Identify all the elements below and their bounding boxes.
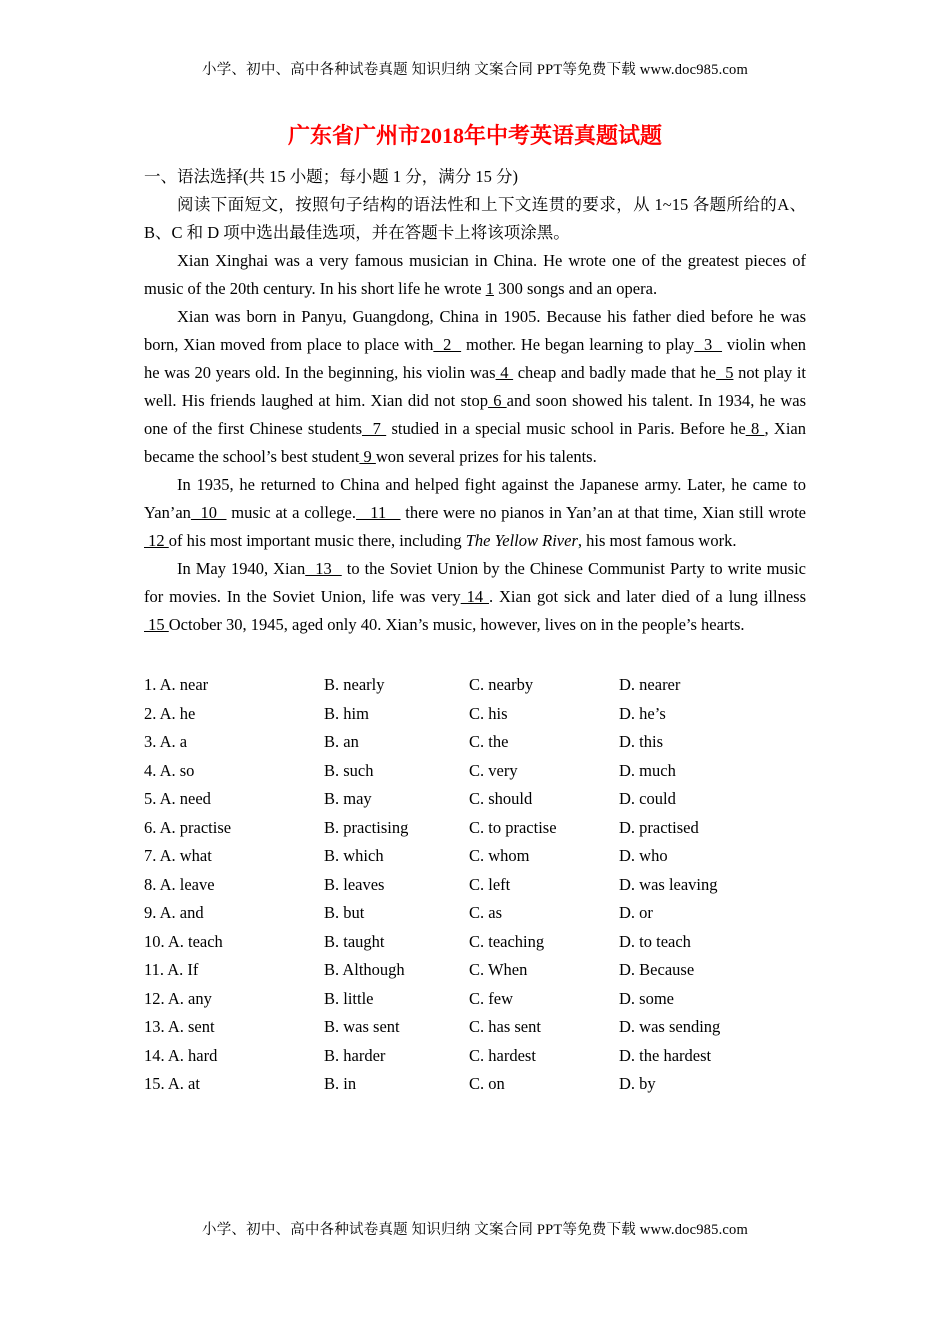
- option-c-cell: C. very: [469, 760, 518, 780]
- option-b-cell: B. may: [324, 789, 372, 808]
- option-b-cell: B. but: [324, 903, 365, 922]
- passage-text: and soon showed his talent. In 1934, he was one of the first Chinese students: [144, 391, 806, 438]
- option-d-cell: D. nearer: [619, 675, 681, 694]
- option-d-cell: D. or: [619, 903, 653, 922]
- option-b-cell: B. Although: [324, 960, 405, 979]
- italic-title-text: The Yellow River: [465, 531, 578, 550]
- option-b-cell: B. an: [324, 732, 359, 751]
- option-b-cell: B. practising: [324, 817, 409, 837]
- numbered-blank: 11: [356, 503, 401, 522]
- option-d-cell: D. was leaving: [619, 874, 718, 894]
- passage-text: Xian Xinghai was a very famous musician in China. He wrote one of the greatest pieces of music of the 20th century. In his short life he wrote: [144, 251, 806, 298]
- option-d-cell: D. to teach: [619, 931, 691, 951]
- numbered-blank: 6: [487, 391, 507, 410]
- question-row: [144, 728, 806, 757]
- question-row: [144, 871, 806, 900]
- question-row: [144, 842, 806, 871]
- option-a-cell: 4. A. so: [144, 760, 195, 780]
- option-a-cell: 5. A. need: [144, 789, 211, 808]
- question-row: [144, 1013, 806, 1042]
- question-row: [144, 928, 806, 957]
- numbered-blank: 9: [359, 447, 376, 466]
- option-b-cell: B. taught: [324, 931, 385, 951]
- option-b-cell: B. little: [324, 988, 374, 1008]
- option-c-cell: C. on: [469, 1074, 505, 1093]
- passage-paragraph: [144, 303, 806, 471]
- option-c-cell: C. the: [469, 732, 509, 751]
- option-c-cell: C. nearby: [469, 675, 534, 694]
- option-d-cell: D. could: [619, 789, 676, 808]
- question-row: [144, 700, 806, 729]
- option-a-cell: 9. A. and: [144, 903, 204, 922]
- option-d-cell: D. by: [619, 1074, 656, 1093]
- option-a-cell: 3. A. a: [144, 732, 188, 751]
- passage-text: In May 1940, Xian: [177, 559, 306, 578]
- passage-text: won several prizes for his talents.: [375, 447, 597, 466]
- passage-paragraph: [144, 555, 806, 639]
- document-content: [144, 163, 806, 1099]
- section-heading: 一、语法选择(共 15 小题；每小题 1 分，满分 15 分): [144, 167, 518, 186]
- option-c-cell: C. his: [469, 703, 508, 723]
- option-a-cell: 13. A. sent: [144, 1017, 215, 1036]
- question-row: [144, 671, 806, 700]
- option-c-cell: C. When: [469, 960, 528, 979]
- option-a-cell: 1. A. near: [144, 675, 209, 694]
- numbered-blank: 8: [745, 419, 765, 438]
- passage-text: October 30, 1945, aged only 40. Xian’s music, however, lives on in the people’s hearts.: [168, 615, 745, 634]
- option-c-cell: C. few: [469, 988, 513, 1008]
- question-row: [144, 1042, 806, 1071]
- option-a-cell: 11. A. If: [144, 960, 199, 979]
- question-row: [144, 956, 806, 985]
- question-row: [144, 899, 806, 928]
- instructions: 阅读下面短文，按照句子结构的语法性和上下文连贯的要求，从 1~15 各题所给的A、B、C 和 D 项中选出最佳选项，并在答题卡上将该项涂黑。: [144, 195, 806, 242]
- option-b-cell: B. was sent: [324, 1017, 400, 1036]
- question-row: [144, 985, 806, 1014]
- option-d-cell: D. some: [619, 988, 674, 1008]
- passage-paragraph: [144, 471, 806, 555]
- option-c-cell: C. has sent: [469, 1017, 541, 1036]
- passage-text: mother. He began learning to play: [461, 335, 695, 354]
- option-c-cell: C. as: [469, 903, 502, 922]
- option-b-cell: B. nearly: [324, 675, 385, 694]
- numbered-blank: 12: [144, 531, 169, 550]
- option-d-cell: D. was sending: [619, 1017, 721, 1036]
- numbered-blank: 1: [485, 279, 494, 298]
- option-a-cell: 7. A. what: [144, 846, 212, 865]
- option-d-cell: D. practised: [619, 817, 699, 837]
- numbered-blank: 4: [495, 363, 514, 382]
- question-row: [144, 757, 806, 786]
- passage-text: of his most important music there, including: [168, 531, 466, 550]
- passage-paragraph: [144, 247, 806, 303]
- option-b-cell: B. harder: [324, 1045, 386, 1065]
- passage: [144, 247, 806, 639]
- option-a-cell: 8. A. leave: [144, 874, 215, 894]
- option-b-cell: B. leaves: [324, 874, 385, 894]
- option-c-cell: C. should: [469, 789, 533, 808]
- numbered-blank: 13: [305, 559, 342, 578]
- option-b-cell: B. such: [324, 760, 374, 780]
- passage-text: cheap and badly made that he: [513, 363, 716, 382]
- option-a-cell: 6. A. practise: [144, 817, 232, 837]
- passage-text: to the Soviet Union by the Chinese Communist Party to write music for movies. In the Soviet Union, life was very: [144, 559, 807, 606]
- numbered-blank: 2: [433, 335, 462, 354]
- option-c-cell: C. hardest: [469, 1045, 536, 1065]
- numbered-blank: 5: [715, 363, 734, 382]
- option-b-cell: B. in: [324, 1074, 357, 1093]
- numbered-blank: 15: [144, 615, 169, 634]
- option-c-cell: C. teaching: [469, 931, 545, 951]
- passage-text: , Xian became the school’s best student: [144, 419, 807, 466]
- passage-text: In 1935, he returned to China and helped fight against the Japanese army. Later, he came to Yan’an: [144, 475, 806, 522]
- option-b-cell: B. him: [324, 703, 369, 723]
- option-d-cell: D. who: [619, 846, 668, 865]
- option-d-cell: D. the hardest: [619, 1045, 712, 1065]
- option-a-cell: 14. A. hard: [144, 1045, 218, 1065]
- option-d-cell: D. this: [619, 732, 664, 751]
- option-d-cell: D. Because: [619, 960, 695, 979]
- passage-text: there were no pianos in Yan’an at that time, Xian still wrote: [400, 503, 807, 522]
- numbered-blank: 10: [190, 503, 227, 522]
- passage-text: studied in a special music school in Paris. Before he: [386, 419, 746, 438]
- passage-text: Xian was born in Panyu, Guangdong, China in 1905. Because his father died before he was born, Xian moved from place to place with: [144, 307, 806, 354]
- footer-note: 小学、初中、高中各种试卷真题 知识归纳 文案合同 PPT等免费下载 www.doc985.com: [202, 1222, 748, 1238]
- option-a-cell: 12. A. any: [144, 988, 212, 1008]
- passage-text: , his most famous work.: [577, 531, 737, 550]
- option-c-cell: C. whom: [469, 846, 530, 865]
- numbered-blank: 14: [460, 587, 489, 606]
- option-a-cell: 15. A. at: [144, 1074, 200, 1093]
- numbered-blank: 3: [694, 335, 723, 354]
- option-c-cell: C. left: [469, 874, 511, 894]
- passage-text: music at a college.: [226, 503, 356, 522]
- passage-text: not play it well. His friends laughed at him. Xian did not stop: [144, 363, 807, 410]
- question-row: [144, 814, 806, 843]
- passage-text: 300 songs and an opera.: [493, 279, 658, 298]
- page-title: 广东省广州市2018年中考英语真题试题: [287, 123, 662, 148]
- passage-text: . Xian got sick and later died of a lung illness: [488, 587, 806, 606]
- option-d-cell: D. much: [619, 760, 676, 780]
- option-a-cell: 2. A. he: [144, 703, 196, 723]
- option-c-cell: C. to practise: [469, 817, 557, 837]
- option-d-cell: D. he’s: [619, 703, 666, 723]
- question-row: [144, 785, 806, 814]
- option-b-cell: B. which: [324, 846, 384, 865]
- numbered-blank: 7: [362, 419, 387, 438]
- passage-text: violin when he was 20 years old. In the beginning, his violin was: [144, 335, 807, 382]
- question-list: [144, 671, 806, 1099]
- header-note: 小学、初中、高中各种试卷真题 知识归纳 文案合同 PPT等免费下载 www.doc985.com: [202, 62, 748, 78]
- question-row: [144, 1070, 806, 1099]
- option-a-cell: 10. A. teach: [144, 931, 223, 951]
